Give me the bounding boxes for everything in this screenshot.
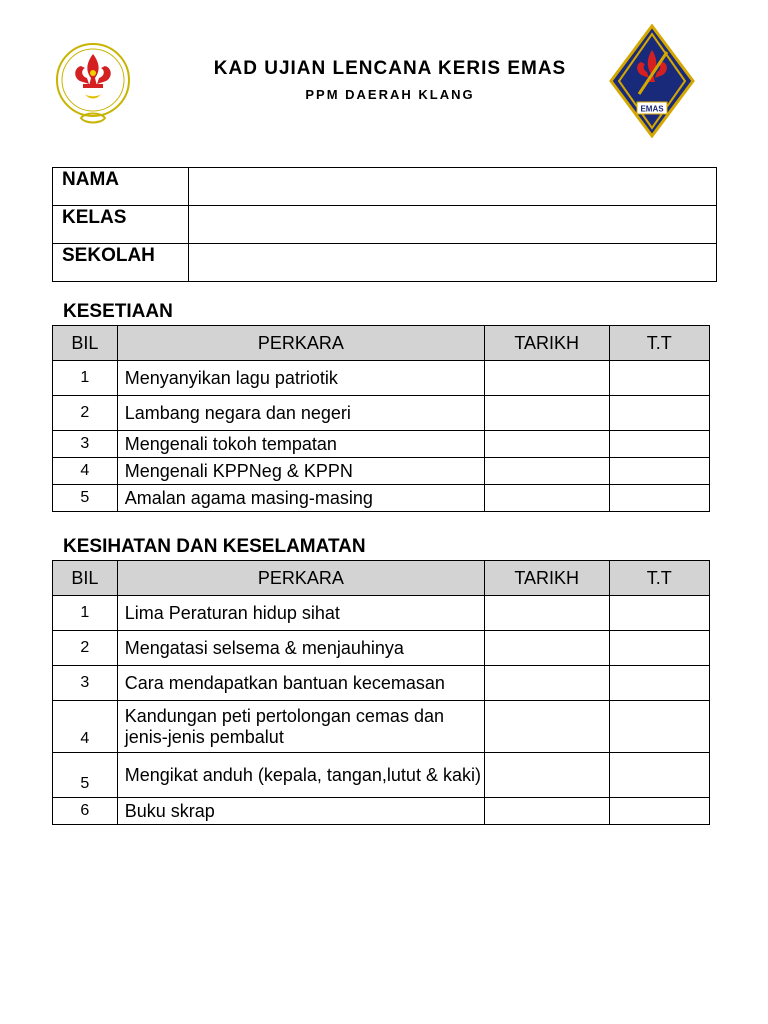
section-title-kesetiaan: KESETIAAN [63,301,173,322]
col-header-tt: T.T [609,326,709,361]
table-row [53,458,710,485]
row-bil: 3 [53,431,118,458]
row-perkara: Lambang negara dan negeri [117,396,484,431]
row-perkara: Buku skrap [117,798,484,825]
table-row [53,485,710,512]
row-bil: 2 [53,631,118,666]
keris-emas-badge-logo [609,24,695,138]
tarikh-cell[interactable] [484,798,609,825]
tt-cell[interactable] [609,631,709,666]
section-title-kesihatan: KESIHATAN DAN KESELAMATAN [63,536,366,557]
info-label-sekolah: SEKOLAH [53,244,189,282]
col-header-perkara: PERKARA [117,561,484,596]
info-label-kelas: KELAS [53,206,189,244]
badge-emas-text: EMAS [640,104,664,114]
kelas-field[interactable] [189,206,717,244]
tarikh-cell[interactable] [484,666,609,701]
page-title: KAD UJIAN LENCANA KERIS EMAS [213,58,567,79]
table-row [53,361,710,396]
col-header-perkara: PERKARA [117,326,484,361]
row-bil: 1 [53,361,118,396]
tt-cell[interactable] [609,361,709,396]
row-bil: 1 [53,596,118,631]
tt-cell[interactable] [609,431,709,458]
tarikh-cell[interactable] [484,396,609,431]
row-bil: 5 [53,485,118,512]
info-row-kelas [53,206,717,244]
student-info-table [52,167,717,282]
row-perkara: Menyanyikan lagu patriotik [117,361,484,396]
table-row [53,753,710,798]
table-row [53,596,710,631]
col-header-bil: BIL [53,326,118,361]
tt-cell[interactable] [609,458,709,485]
tarikh-cell[interactable] [484,431,609,458]
row-perkara: Mengenali tokoh tempatan [117,431,484,458]
tt-cell[interactable] [609,753,709,798]
tarikh-cell[interactable] [484,596,609,631]
table-row [53,701,710,753]
info-label-nama: NAMA [53,168,189,206]
info-row-sekolah [53,244,717,282]
table-row [53,631,710,666]
tarikh-cell[interactable] [484,485,609,512]
info-row-nama [53,168,717,206]
row-bil: 3 [53,666,118,701]
tarikh-cell[interactable] [484,631,609,666]
table-row [53,666,710,701]
tt-cell[interactable] [609,666,709,701]
nama-field[interactable] [189,168,717,206]
tt-cell[interactable] [609,485,709,512]
row-perkara: Mengikat anduh (kepala, tangan,lutut & kaki) [117,753,484,798]
row-bil: 6 [53,798,118,825]
sekolah-field[interactable] [189,244,717,282]
table-row [53,396,710,431]
tarikh-cell[interactable] [484,701,609,753]
tt-cell[interactable] [609,798,709,825]
row-perkara: Mengatasi selsema & menjauhinya [117,631,484,666]
row-perkara: Amalan agama masing-masing [117,485,484,512]
table-header-row [53,561,710,596]
row-perkara: Cara mendapatkan bantuan kecemasan [117,666,484,701]
tt-cell[interactable] [609,701,709,753]
col-header-tarikh: TARIKH [484,326,609,361]
row-bil: 4 [53,458,118,485]
table-row [53,431,710,458]
tarikh-cell[interactable] [484,753,609,798]
row-perkara: Mengenali KPPNeg & KPPN [117,458,484,485]
row-bil: 2 [53,396,118,431]
col-header-tt: T.T [609,561,709,596]
tarikh-cell[interactable] [484,361,609,396]
table-header-row [53,326,710,361]
row-perkara: Lima Peraturan hidup sihat [117,596,484,631]
page-subtitle: PPM DAERAH KLANG [305,87,475,102]
row-bil: 5 [53,753,118,798]
col-header-bil: BIL [53,561,118,596]
tarikh-cell[interactable] [484,458,609,485]
scout-emblem-logo [51,40,135,130]
kesetiaan-table [52,325,710,512]
row-bil: 4 [53,701,118,753]
table-row [53,798,710,825]
row-perkara: Kandungan peti pertolongan cemas dan jenis-jenis pembalut [117,701,484,753]
kesihatan-table [52,560,710,825]
tt-cell[interactable] [609,596,709,631]
tt-cell[interactable] [609,396,709,431]
col-header-tarikh: TARIKH [484,561,609,596]
